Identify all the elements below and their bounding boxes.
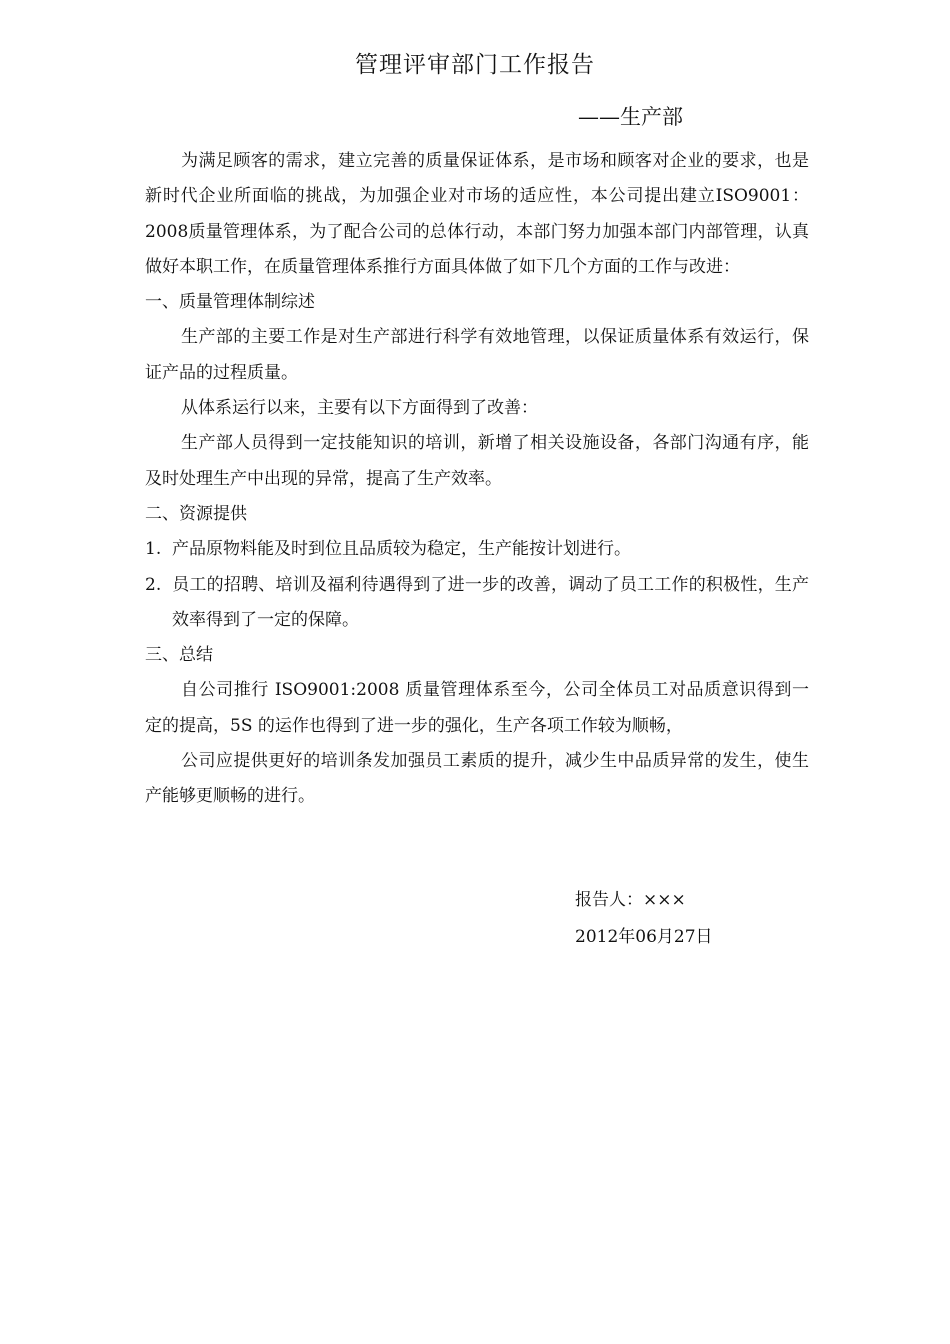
section-heading-overview: 一、质量管理体制综述: [145, 292, 315, 313]
section-heading-resources: 二、资源提供: [145, 503, 247, 524]
document-title: 管理评审部门工作报告: [355, 52, 595, 78]
overview-paragraph-3: 生产部人员得到一定技能知识的培训，新增了相关设施设备，各部门沟通有序，能及时处理生产中出现的异常，提高了生产效率。: [145, 433, 809, 489]
signature-block: [575, 882, 713, 956]
summary-paragraph-2: 公司应提供更好的培训条发加强员工素质的提升，减少生中品质异常的发生，使生产能够更顺畅的进行。: [145, 751, 809, 807]
summary-paragraph-1: 自公司推行 ISO9001:2008 质量管理体系至今，公司全体员工对品质意识得到一定的提高，5S 的运作也得到了进一步的强化，生产各项工作较为顺畅，: [145, 680, 809, 736]
reporter-line: 报告人：×××: [575, 890, 686, 910]
overview-paragraph-2: 从体系运行以来，主要有以下方面得到了改善：: [181, 398, 538, 419]
resources-list-item-2: [145, 568, 809, 639]
department-name: ——生产部: [578, 105, 683, 129]
list-number: 2.: [145, 574, 162, 595]
report-date: 2012年06月27日: [575, 927, 713, 947]
document-body: [145, 144, 809, 815]
section-heading-summary: 三、总结: [145, 645, 213, 666]
list-item-text: 产品原物料能及时到位且品质较为稳定，生产能按计划进行。: [172, 539, 631, 560]
list-number: 1.: [145, 539, 162, 560]
list-item-text: 员工的招聘、培训及福利待遇得到了进一步的改善，调动了员工工作的积极性，生产效率得到了一定的保障。: [172, 574, 809, 630]
resources-list-item-1: [145, 532, 809, 567]
overview-paragraph-1: 生产部的主要工作是对生产部进行科学有效地管理，以保证质量体系有效运行，保证产品的过程质量。: [145, 327, 809, 383]
intro-paragraph: 为满足顾客的需求，建立完善的质量保证体系，是市场和顾客对企业的要求，也是新时代企业所面临的挑战，为加强企业对市场的适应性，本公司提出建立ISO9001：2008质量管理体系，为了配合公司的总体行动，本部门努力加强本部门内部管理，认真做好本职工作，在质量管理体系推行方面具体做了如下几个方面的工作与改进：: [145, 151, 809, 277]
